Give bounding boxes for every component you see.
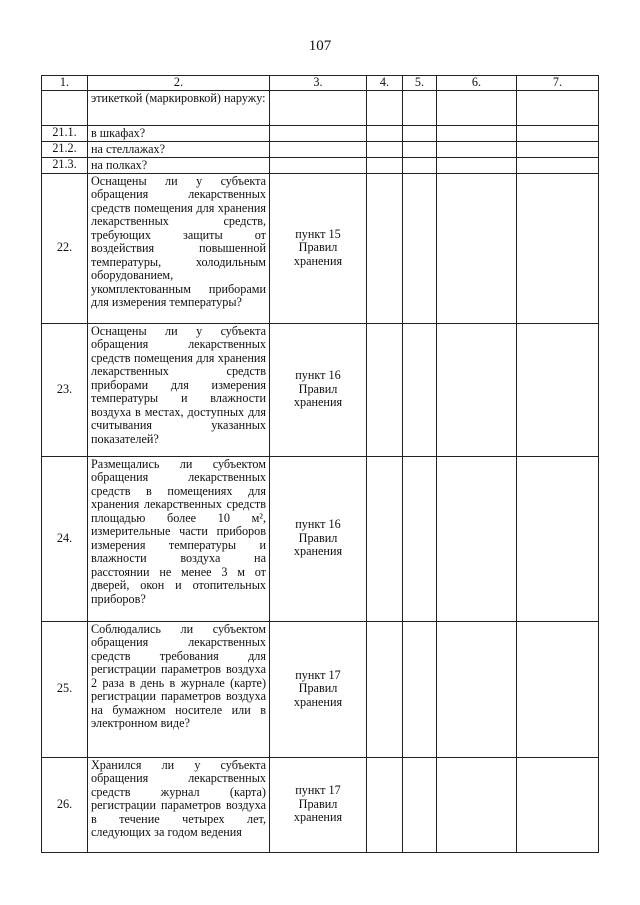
row-number: 24. [42,456,88,621]
table-row [42,90,599,125]
empty-cell [437,141,517,157]
reference-line: Правил [298,381,338,396]
row-number: 23. [42,323,88,456]
reference-cell [270,157,367,173]
checklist-table [41,75,599,853]
reference-line: хранения [293,395,343,410]
empty-cell [437,173,517,323]
empty-cell [367,456,403,621]
table-row [42,125,599,141]
reference-line: хранения [293,544,343,559]
row-number: 25. [42,621,88,757]
reference-line: пункт 16 [295,517,341,532]
reference-line: Правил [298,530,338,545]
empty-cell [517,621,599,757]
reference-line: хранения [293,694,343,709]
empty-cell [403,157,437,173]
reference-line: пункт 16 [295,368,341,383]
empty-cell [437,157,517,173]
header-cell: 6. [437,76,517,91]
empty-cell [367,323,403,456]
reference-line: Правил [298,240,338,255]
row-number: 21.2. [42,141,88,157]
row-number: 26. [42,757,88,852]
reference-line: пункт 17 [295,783,341,798]
reference-cell [270,125,367,141]
empty-cell [367,757,403,852]
reference-cell [270,141,367,157]
reference-cell [270,323,367,456]
empty-cell [367,125,403,141]
header-cell: 1. [42,76,88,91]
header-cell: 4. [367,76,403,91]
reference-line: Правил [298,796,338,811]
empty-cell [437,323,517,456]
reference-line: пункт 17 [295,667,341,682]
question-text: Соблюдались ли субъектом обращения лекарственных средств требования для регистрации параметров воздуха 2 раза в день в журнале (карте) регистрации параметров воздуха на бумажном носителе или в электронном виде? [88,621,270,757]
header-cell: 3. [270,76,367,91]
empty-cell [437,456,517,621]
empty-cell [367,90,403,125]
empty-cell [517,157,599,173]
reference-cell [270,456,367,621]
empty-cell [517,323,599,456]
table-row [42,757,599,852]
empty-cell [403,125,437,141]
reference-line: Правил [298,681,338,696]
table-row [42,173,599,323]
question-text: Хранился ли у субъекта обращения лекарственных средств журнал (карта) регистрации параметров воздуха в течение четырех лет, следующих за годом ведения [88,757,270,852]
reference-line: хранения [293,810,343,825]
row-number [42,90,88,125]
empty-cell [517,456,599,621]
reference-cell [270,90,367,125]
question-text: этикеткой (маркировкой) наружу: [88,90,270,125]
empty-cell [517,141,599,157]
empty-cell [403,621,437,757]
reference-cell [270,621,367,757]
row-number: 22. [42,173,88,323]
empty-cell [517,757,599,852]
question-text: на стеллажах? [88,141,270,157]
table-row [42,157,599,173]
row-number: 21.3. [42,157,88,173]
empty-cell [367,157,403,173]
question-text: в шкафах? [88,125,270,141]
empty-cell [367,621,403,757]
empty-cell [517,173,599,323]
table-row [42,141,599,157]
question-text: на полках? [88,157,270,173]
row-number: 21.1. [42,125,88,141]
empty-cell [517,90,599,125]
header-row [42,76,599,91]
empty-cell [517,125,599,141]
question-text: Оснащены ли у субъекта обращения лекарственных средств помещения для хранения лекарственных средств приборами для измерения температуры и влажности воздуха в местах, доступных для считывания указанных показателей? [88,323,270,456]
table-row [42,621,599,757]
empty-cell [367,173,403,323]
question-text: Оснащены ли у субъекта обращения лекарственных средств помещения для хранения лекарственных средств, требующих защиты от воздействия повышенной температуры, холодильным оборудованием, укомплектованным приборами для измерения температуры? [88,173,270,323]
table-row [42,456,599,621]
table-row [42,323,599,456]
reference-cell [270,757,367,852]
empty-cell [437,125,517,141]
empty-cell [403,757,437,852]
empty-cell [403,141,437,157]
header-cell: 7. [517,76,599,91]
empty-cell [367,141,403,157]
reference-line: пункт 15 [295,226,341,241]
empty-cell [403,173,437,323]
empty-cell [437,757,517,852]
empty-cell [437,621,517,757]
empty-cell [403,456,437,621]
header-cell: 5. [403,76,437,91]
empty-cell [437,90,517,125]
header-cell: 2. [88,76,270,91]
empty-cell [403,323,437,456]
empty-cell [403,90,437,125]
page-number: 107 [308,38,332,54]
question-text: Размещались ли субъектом обращения лекарственных средств в помещениях для хранения лекарственных средств площадью более 10 м², измерительные части приборов измерения температуры и влажности воздуха на расстоянии не менее 3 м от дверей, окон и отопительных приборов? [88,456,270,621]
reference-line: хранения [293,253,343,268]
reference-cell [270,173,367,323]
